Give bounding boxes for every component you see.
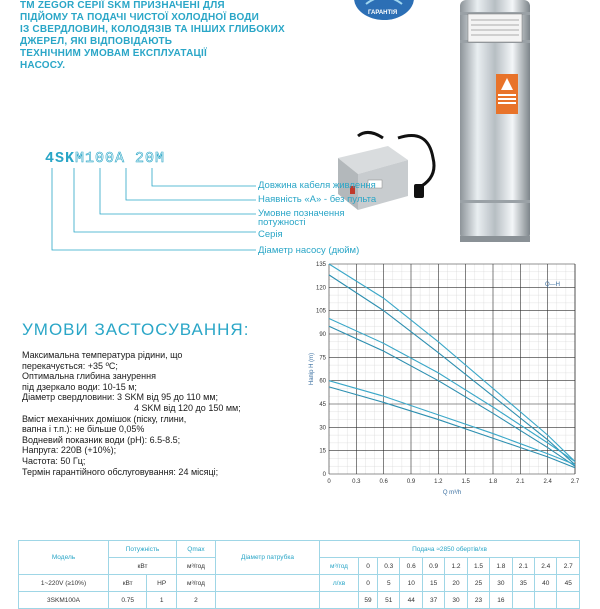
- y-tick-label: 30: [319, 425, 326, 432]
- intro-line: ТЕХНІЧНИМ УМОВАМ ЕКСПЛУАТАЦІЇ: [20, 48, 207, 59]
- x-axis-label: Q m³/h: [442, 490, 462, 496]
- flow-m3h-cell: 0.9: [422, 558, 444, 575]
- legend-no-remote: Наявність «А» - без пульта: [258, 194, 377, 205]
- condition-line: Водневий показник води (pH): 6.5-8.5;: [22, 434, 181, 445]
- td-hp: HP: [147, 575, 177, 592]
- x-tick-label: 2.4: [543, 479, 552, 485]
- row-value: 16: [490, 592, 512, 609]
- row-value: [535, 592, 557, 609]
- row-value: 23: [467, 592, 489, 609]
- flow-m3h-cell: 2.4: [535, 558, 557, 575]
- flow-m3h-cell: 1.8: [490, 558, 512, 575]
- intro-line: ПІДЙОМУ ТА ПОДАЧІ ЧИСТОЇ ХОЛОДНОЇ ВОДИ: [20, 12, 260, 23]
- legend-series: Серія: [258, 229, 283, 240]
- row-kw: 0.75: [108, 592, 146, 609]
- x-tick-label: 0.9: [406, 479, 416, 485]
- row-value: 51: [378, 592, 400, 609]
- td-kw: кВт: [108, 575, 146, 592]
- intro-line: НАСОСУ.: [20, 60, 66, 71]
- row-hp: 1: [147, 592, 177, 609]
- x-tick-label: 0: [327, 479, 331, 485]
- badge-label: ГАРАНТІЯ: [368, 10, 398, 16]
- condition-line: Частота: 50 Гц;: [22, 455, 86, 466]
- row-value: 30: [445, 592, 467, 609]
- condition-line: Максимальна температура рідини, що: [22, 350, 183, 360]
- flow-m3h-cell: 0.3: [378, 558, 400, 575]
- td-unit-kw: кВт: [108, 558, 176, 575]
- td-qmax-unit-2: м³/год: [176, 575, 215, 592]
- th-model: Модель: [19, 541, 109, 575]
- intro-line: ДЖЕРЕЛ, ЯКІ ВІДПОВІДАЮТЬ: [20, 36, 173, 47]
- row-value: [557, 592, 580, 609]
- y-axis-label: Напір H (m): [309, 352, 315, 386]
- x-tick-label: 1.5: [461, 479, 470, 485]
- qh-chart-svg: [305, 258, 595, 498]
- x-tick-label: 1.8: [488, 479, 498, 485]
- condition-line: під дзеркало води: 10-15 м;: [22, 381, 137, 392]
- y-tick-label: 15: [319, 448, 326, 455]
- model-code-bold: 4SK: [45, 150, 76, 167]
- condition-line: Вміст механічних домішок (піску, глини,: [22, 413, 187, 424]
- legend-diameter: Діаметр насосу (дюйм): [258, 245, 360, 256]
- legend-power-code-2: потужності: [258, 217, 306, 228]
- conditions-list: [22, 350, 272, 477]
- flow-lmin-cell: 25: [467, 575, 489, 592]
- x-tick-label: 0.6: [379, 479, 388, 485]
- flow-m3h-cell: 0.6: [400, 558, 422, 575]
- flow-lmin-cell: 35: [512, 575, 534, 592]
- flow-lmin-cell: 5: [378, 575, 400, 592]
- flow-lmin-cell: 45: [557, 575, 580, 592]
- flow-lmin-cell: 20: [445, 575, 467, 592]
- x-tick-label: 2.7: [570, 479, 580, 485]
- flow-m3h-cell: 2.1: [512, 558, 534, 575]
- condition-line: Оптимальна глибина занурення: [22, 371, 156, 382]
- flow-m3h-cell: 2.7: [557, 558, 580, 575]
- th-diameter: Діаметр патрубка: [215, 541, 319, 575]
- pump-image: [440, 0, 550, 250]
- x-tick-label: 0.3: [352, 479, 361, 485]
- flow-m3h-cell: 1.5: [467, 558, 489, 575]
- intro-line: ІЗ СВЕРДЛОВИН, КОЛОДЯЗІВ ТА ІНШИХ ГЛИБОКИХ: [20, 24, 285, 35]
- condition-line: Термін гарантійного обслуговування: 24 місяці;: [22, 466, 219, 477]
- qh-chart: [305, 258, 595, 498]
- model-code: [45, 150, 165, 167]
- row-qmax: 2: [176, 592, 215, 609]
- th-flow: Подача ≈2850 обертів/хв: [320, 541, 580, 558]
- y-tick-label: 45: [319, 402, 326, 408]
- flow-lmin-cell: 0: [359, 575, 378, 592]
- row-diameter: [215, 592, 319, 609]
- td-empty: [215, 575, 319, 592]
- flow-lmin-cell: 15: [422, 575, 444, 592]
- y-tick-label: 75: [319, 355, 326, 362]
- intro-text: [20, 0, 285, 72]
- y-tick-label: 135: [315, 262, 326, 268]
- condition-line: 4 SKM від 120 до 150 мм;: [134, 402, 241, 413]
- flow-lmin-cell: 30: [490, 575, 512, 592]
- spec-table: [18, 540, 598, 609]
- th-power: Потужність: [108, 541, 176, 558]
- conditions-title: УМОВИ ЗАСТОСУВАННЯ:: [22, 320, 250, 339]
- condition-line: вапна і т.п.): не більше 0,05%: [22, 424, 145, 435]
- row-model: 3SKM100A: [19, 592, 109, 609]
- y-tick-label: 120: [315, 285, 326, 292]
- x-tick-label: 2.1: [516, 479, 525, 485]
- y-tick-label: 0: [322, 472, 326, 478]
- td-unit-m3h: м³/год: [320, 558, 359, 575]
- row-value: 37: [422, 592, 444, 609]
- intro-line: ТМ ZEGOR СЕРІЇ SKM ПРИЗНАЧЕНІ ДЛЯ: [20, 0, 225, 11]
- row-value: 44: [400, 592, 422, 609]
- x-tick-label: 1.2: [434, 479, 443, 485]
- condition-line: перекачується: +35 ºС;: [22, 360, 118, 371]
- model-code-outline: M100A 20M: [75, 150, 166, 167]
- condition-line: Діаметр свердловини: 3 SKM від 95 до 110 мм;: [22, 392, 219, 403]
- flow-m3h-cell: 0: [359, 558, 378, 575]
- th-qmax: Qmax: [176, 541, 215, 558]
- td-voltage: 1~220V (≥10%): [19, 575, 109, 592]
- legend-power-code: Умовне позначення: [258, 208, 345, 219]
- qh-curve: [329, 381, 575, 465]
- flow-lmin-cell: 40: [535, 575, 557, 592]
- legend-cable-length: Довжина кабеля живлення: [258, 180, 376, 191]
- flow-lmin-cell: 10: [400, 575, 422, 592]
- td-qmax-unit: м³/год: [176, 558, 215, 575]
- td-unit-lmin: л/хв: [320, 575, 359, 592]
- row-value: [512, 592, 534, 609]
- row-value: 59: [359, 592, 378, 609]
- row-spacer: [320, 592, 359, 609]
- flow-m3h-cell: 1.2: [445, 558, 467, 575]
- y-tick-label: 90: [319, 332, 326, 338]
- y-tick-label: 105: [315, 308, 326, 315]
- condition-line: Напруга: 220В (+10%);: [22, 445, 117, 456]
- qh-curve: [329, 318, 575, 461]
- y-tick-label: 60: [319, 378, 326, 385]
- chart-legend-label: Q—H: [545, 282, 560, 288]
